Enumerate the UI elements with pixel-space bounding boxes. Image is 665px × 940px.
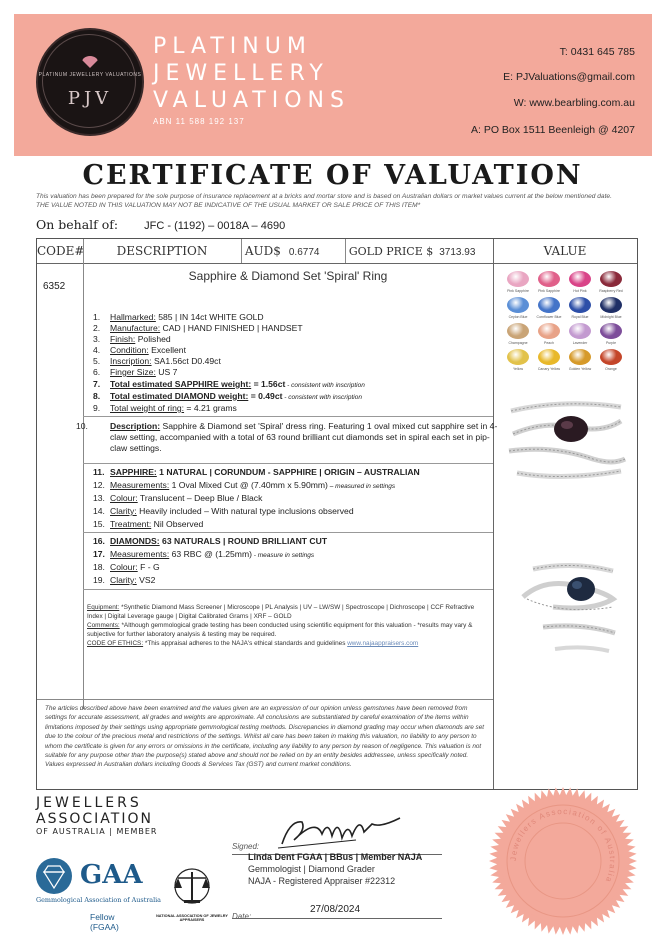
footnote-divider (37, 699, 493, 700)
on-behalf-of (36, 217, 285, 232)
row-manufacture: 2. Manufacture: CAD | HAND FINISHED | HANDSET (93, 323, 303, 333)
gem-swatch-label: Yellow (513, 367, 523, 371)
item-code: 6352 (43, 281, 66, 292)
gem-swatch-label: Golden Yellow (568, 367, 592, 371)
ring-photo-top (503, 389, 629, 489)
row-finish: 3. Finish: Polished (93, 334, 171, 344)
gem-swatch-label: Pink Sapphire (538, 289, 560, 293)
item-title: Sapphire & Diamond Set 'Spiral' Ring (188, 269, 388, 283)
appraiser-registration: NAJA - Registered Appraiser #22312 (248, 876, 396, 886)
pjv-logo (36, 28, 144, 136)
footnote: The articles described above have been examined and the values given are an expression of our opinion unless gemstones have been removed from settings for accurate assessment, all grades and weights are approximate. All conclusions are substantiated by careful examination of the items within limitations imposed by their settings using appropriate gemmological testing methods. Discrepancies in diamond grading may occur when diamonds are set due to the colour of the precious metal and restrictions of the settings. Whilst all care has been taken in making this valuation, no liability to any person to whom the certificate is given for any errors or omissions in the certificate, including any liability to any person by reason of negligence. This valuation is not suitable for any purpose other than the purpose(s) stated above and should not be relied on by an entity besides addressee, unless specifically noted. Values expressed in Australian dollars including Goods & Services Tax (GST) and current market conditions. (45, 705, 485, 769)
gold-value: 3713.93 (439, 247, 476, 258)
row-diamond-measurements: 17. Measurements: 63 RBC @ (1.25mm) - measure in settings (93, 549, 315, 559)
aud-value: 0.6774 (288, 247, 320, 258)
scales-icon (162, 864, 222, 912)
header-gold-price (345, 239, 494, 263)
row-diamonds: 16. DIAMONDS: 63 NATURALS | ROUND BRILLIANT CUT (93, 536, 328, 546)
separator (83, 532, 493, 533)
disclaimer-line-2: THE VALUE NOTED IN THIS VALUATION MAY NOT BE INDICATIVE OF THE USUAL MARKET OR SALE PRICE OF THIS ITEM* (36, 202, 421, 209)
row-description: 10. Description: Sapphire & Diamond set 'Spiral' dress ring. Featuring 1 oval mixed cut sapphire set in 4-claw setting, accompanied with a total of 63 round brilliant cut diamonds set in spiral each set in pip-claw settings. (76, 421, 498, 453)
website[interactable]: W: www.bearbling.com.au (513, 97, 635, 109)
gem-swatch (538, 349, 560, 365)
naja-text: NATIONAL ASSOCIATION OF JEWELRY APPRAISERS (156, 914, 228, 922)
assoc-line-2: ASSOCIATION (36, 811, 153, 827)
jewellers-association-logo (36, 795, 157, 836)
assoc-line-1: JEWELLERS (36, 795, 142, 811)
separator (83, 463, 493, 464)
address: A: PO Box 1511 Beenleigh @ 4207 (471, 124, 635, 136)
row-diamond-colour: 18. Colour: F - G (93, 562, 160, 572)
diamond-icon (82, 56, 98, 68)
ethics-line: CODE OF ETHICS: *This appraisal adheres to the NAJA's ethical standards and guidelines www.najaappraisers.com (87, 640, 419, 647)
gem-swatch-label: Cornflower Blue (536, 315, 562, 319)
brand-line-2: JEWELLERY (153, 61, 329, 86)
certificate-title: CERTIFICATE OF VALUATION (82, 160, 583, 191)
gem-swatch-label: Royal Blue (571, 315, 589, 319)
gem-swatch (507, 349, 529, 365)
aud-label: AUD$ (244, 244, 281, 258)
separator (83, 416, 493, 417)
gem-swatch-label: Canary Yellow (537, 367, 561, 371)
row-diamond-clarity: 19. Clarity: VS2 (93, 575, 156, 585)
brand-line-3: VALUATIONS (153, 88, 350, 113)
logo-monogram: PJV (67, 88, 113, 109)
gem-swatch-label: Lavender (572, 341, 588, 345)
gaa-wordmark: GAA (80, 860, 143, 890)
row-sapphire: 11. SAPPHIRE: 1 NATURAL | CORUNDUM - SAPPHIRE | ORIGIN – AUSTRALIAN (93, 467, 420, 477)
gem-swatch-label: Midnight Blue (600, 315, 622, 319)
ethics-link[interactable]: www.najaappraisers.com (347, 640, 419, 647)
gem-swatch (538, 271, 560, 287)
behalf-value: JFC - (1192) – 0018A – 4690 (144, 220, 286, 232)
row-sapphire-weight: 7. Total estimated SAPPHIRE weight: = 1.56ct - consistent with inscription (93, 379, 365, 389)
date-label: Date: (232, 912, 252, 921)
gem-swatch (538, 297, 560, 313)
gem-swatch-label: Peach (544, 341, 554, 345)
gem-swatch (538, 323, 560, 339)
row-sapphire-treatment: 15. Treatment: Nil Observed (93, 519, 204, 529)
phone: T: 0431 645 785 (559, 46, 635, 58)
code-column-divider (83, 239, 84, 709)
row-sapphire-clarity: 14. Clarity: Heavily included – With natural type inclusions observed (93, 506, 354, 516)
row-diamond-weight: 8. Total estimated DIAMOND weight: = 0.49ct - consistent with inscription (93, 391, 362, 401)
email[interactable]: E: PJValuations@gmail.com (503, 71, 635, 83)
gaa-fellow: Fellow (FGAA) (90, 912, 119, 932)
embossed-seal (488, 786, 638, 936)
gem-swatch (507, 271, 529, 287)
valuation-date: 27/08/2024 (310, 904, 361, 915)
seal-text: Jewellers Association of Australia (508, 806, 618, 885)
gaa-subtitle: Gemmological Association of Australia (36, 896, 161, 904)
abn-number: ABN 11 588 192 137 (153, 117, 245, 126)
gem-swatch-label: Ceylon Blue (508, 315, 528, 319)
row-sapphire-colour: 13. Colour: Translucent – Deep Blue / Black (93, 493, 263, 503)
row-finger-size: 6. Finger Size: US 7 (93, 367, 178, 377)
valuation-table (36, 238, 638, 790)
gem-swatch (600, 271, 622, 287)
header-value: VALUE (543, 244, 587, 258)
header-divider (37, 263, 637, 264)
gem-swatch-label: Raspberry Red (599, 289, 623, 293)
header-aud (241, 239, 346, 263)
ring-photo-side (503, 549, 629, 659)
header-description: DESCRIPTION (83, 239, 242, 263)
gem-swatch (600, 297, 622, 313)
logo-ring-text: PLATINUM JEWELLERY VALUATIONS (38, 72, 142, 78)
gem-swatch (600, 349, 622, 365)
separator (83, 589, 493, 590)
gem-swatch-label: Champagne (508, 341, 528, 345)
disclaimer-line-1: This valuation has been prepared for the sole purpose of insurance replacement at a bricks and mortar store and is based on Australian dollars or market values current at the below mentioned date. (36, 193, 612, 200)
appraiser-title: Gemmologist | Diamond Grader (248, 864, 375, 874)
row-inscription: 5. Inscription: SA1.56ct D0.49ct (93, 356, 221, 366)
signature-image (276, 810, 406, 850)
header-code: CODE# (37, 239, 84, 263)
gem-swatch-label: Purple (605, 341, 617, 345)
disclaimer (36, 192, 636, 210)
comments-line: Comments: *Although gemmological grade testing has been conducted using scientific equipment for this valuation - *results may vary & subjective for further laboratory analysis & testing may be required. (87, 622, 473, 638)
gem-swatch (569, 271, 591, 287)
gem-swatch-label: Orange (605, 367, 617, 371)
gem-swatch (569, 323, 591, 339)
assoc-line-3: OF AUSTRALIA | MEMBER (36, 827, 158, 836)
gem-swatch (507, 323, 529, 339)
naja-logo (156, 864, 228, 922)
gold-label: GOLD PRICE $ (348, 245, 434, 258)
gem-swatch-label: Hot Pink (573, 289, 587, 293)
behalf-label: On behalf of: (36, 217, 119, 232)
gem-swatch (600, 323, 622, 339)
gem-swatch (507, 297, 529, 313)
gem-swatch (569, 297, 591, 313)
globe-icon (36, 858, 72, 894)
gem-swatch (569, 349, 591, 365)
signed-label: Signed: (232, 842, 260, 851)
equipment-block (87, 603, 489, 648)
date-line (232, 918, 442, 919)
equipment-line: Equipment: *Synthetic Diamond Mass Screener | Microscope | PL Analysis | UV – LW/SW | Spectroscope | Dichroscope | CCF Refractive Index | Digital Leverage gauge | Digital Calibrated Grams | XRF – GOLD (87, 604, 475, 620)
brand-line-1: PLATINUM (153, 34, 312, 59)
row-hallmarked: 1. Hallmarked: 585 | IN 14ct WHITE GOLD (93, 312, 264, 322)
row-condition: 4. Condition: Excellent (93, 345, 186, 355)
row-total-weight: 9. Total weight of ring: = 4.21 grams (93, 403, 237, 413)
row-sapphire-measurements: 12. Measurements: 1 Oval Mixed Cut @ (7.40mm x 5.90mm) – measured in settings (93, 480, 396, 490)
logo-ring (42, 34, 136, 128)
value-column-divider (493, 239, 494, 789)
appraiser-name: Linda Dent FGAA | BBus | Member NAJA (248, 852, 423, 862)
gem-swatch-label: Pink Sapphire (507, 289, 529, 293)
